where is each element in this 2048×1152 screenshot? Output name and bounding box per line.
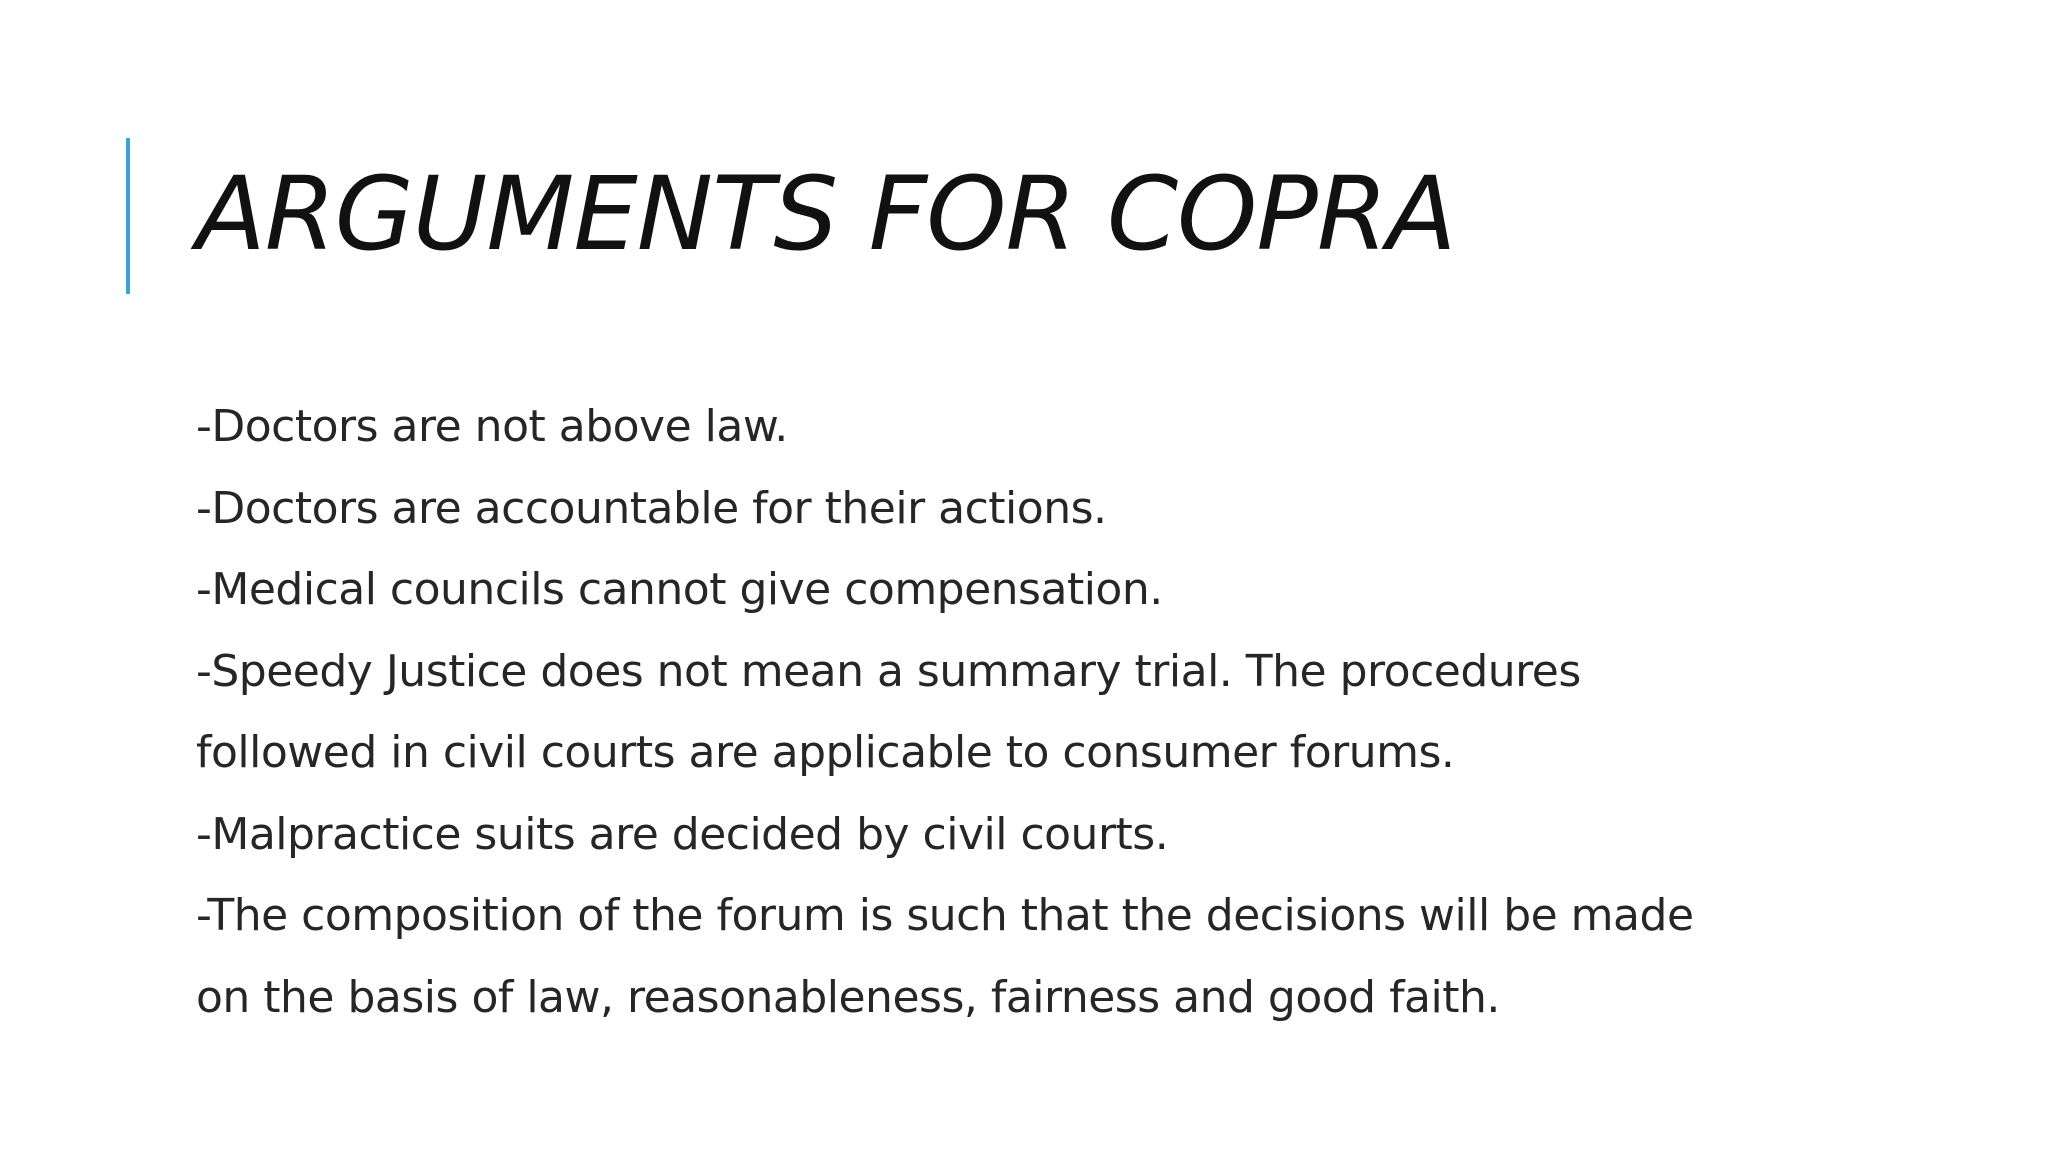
slide-title: ARGUMENTS FOR COPRA <box>196 155 1456 274</box>
body-line: -Speedy Justice does not mean a summary trial. The procedures <box>196 645 1581 697</box>
body-line: followed in civil courts are applicable to consumer forums. <box>196 727 1455 778</box>
body-line: -Medical councils cannot give compensation. <box>196 564 1163 615</box>
body-line: -Doctors are not above law. <box>196 401 788 452</box>
body-line: -Malpractice suits are decided by civil courts. <box>196 808 1169 860</box>
body-line: -The composition of the forum is such that the decisions will be made <box>196 890 1694 941</box>
body-line: -Doctors are accountable for their actions. <box>196 482 1107 534</box>
title-accent-bar <box>126 138 130 294</box>
body-line: on the basis of law, reasonableness, fairness and good faith. <box>196 971 1500 1023</box>
slide-body-text <box>196 386 1916 1038</box>
